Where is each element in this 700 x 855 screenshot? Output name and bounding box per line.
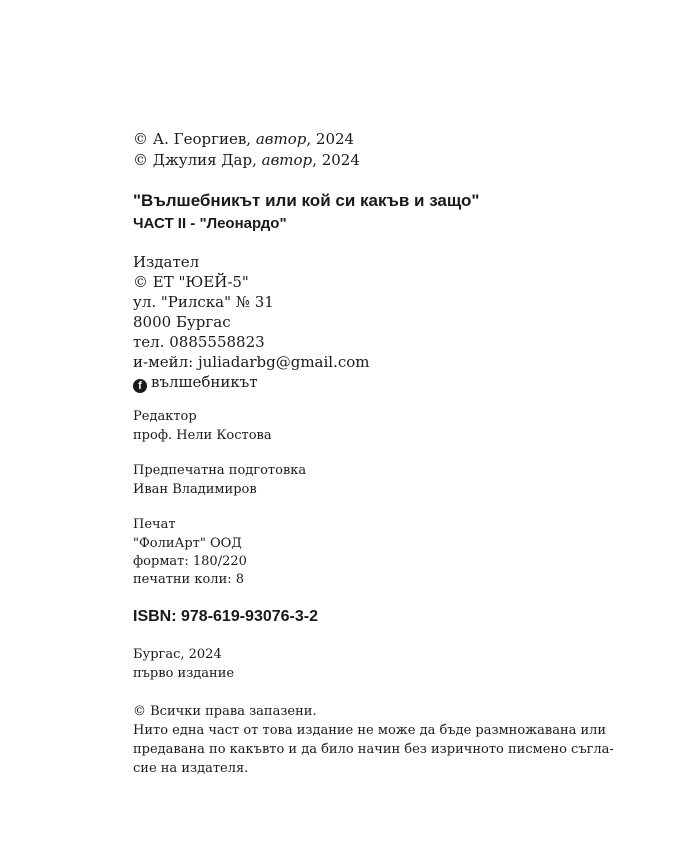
publisher-name: © ЕТ "ЮЕЙ-5" [133,273,249,291]
prepress-heading: Предпечатна подготовка [133,463,307,478]
publisher-city: 8000 Бургас [133,313,231,331]
rights-line-4: сие на издателя. [133,761,249,776]
prepress-name: Иван Владимиров [133,482,257,497]
edition-place-year: Бургас, 2024 [133,647,222,662]
book-part: ЧАСТ II - "Леонардо" [133,215,287,232]
rights-line-3: предавана по какъвто и да било начин без изричното писмено съгла- [133,742,614,757]
copyright-author-1: © А. Георгиев, автор, 2024 [133,130,355,148]
editor-name: проф. Нели Костова [133,428,272,443]
publisher-street: ул. "Рилска" № 31 [133,293,274,311]
print-format: формат: 180/220 [133,554,247,569]
facebook-icon: f [133,379,147,393]
publisher-phone: тел. 0885558823 [133,333,265,351]
editor-heading: Редактор [133,409,197,424]
copyright-author-2: © Джулия Дар, автор, 2024 [133,151,360,169]
publisher-email: и-мейл: juliadarbg@gmail.com [133,353,370,371]
print-sheets: печатни коли: 8 [133,572,245,587]
book-title: "Вълшебникът или кой си какъв и защо" [133,191,480,210]
print-printer: "ФолиАрт" ООД [133,536,242,551]
rights-line-2: Нито една част от това издание не може да бъде размножавана или [133,723,607,738]
print-heading: Печат [133,517,176,532]
publisher-heading: Издател [133,253,200,271]
publisher-facebook: f вълшебникът [133,373,258,393]
edition-number: първо издание [133,666,235,681]
isbn: ISBN: 978-619-93076-3-2 [133,608,318,625]
rights-line-1: © Всички права запазени. [133,704,317,719]
